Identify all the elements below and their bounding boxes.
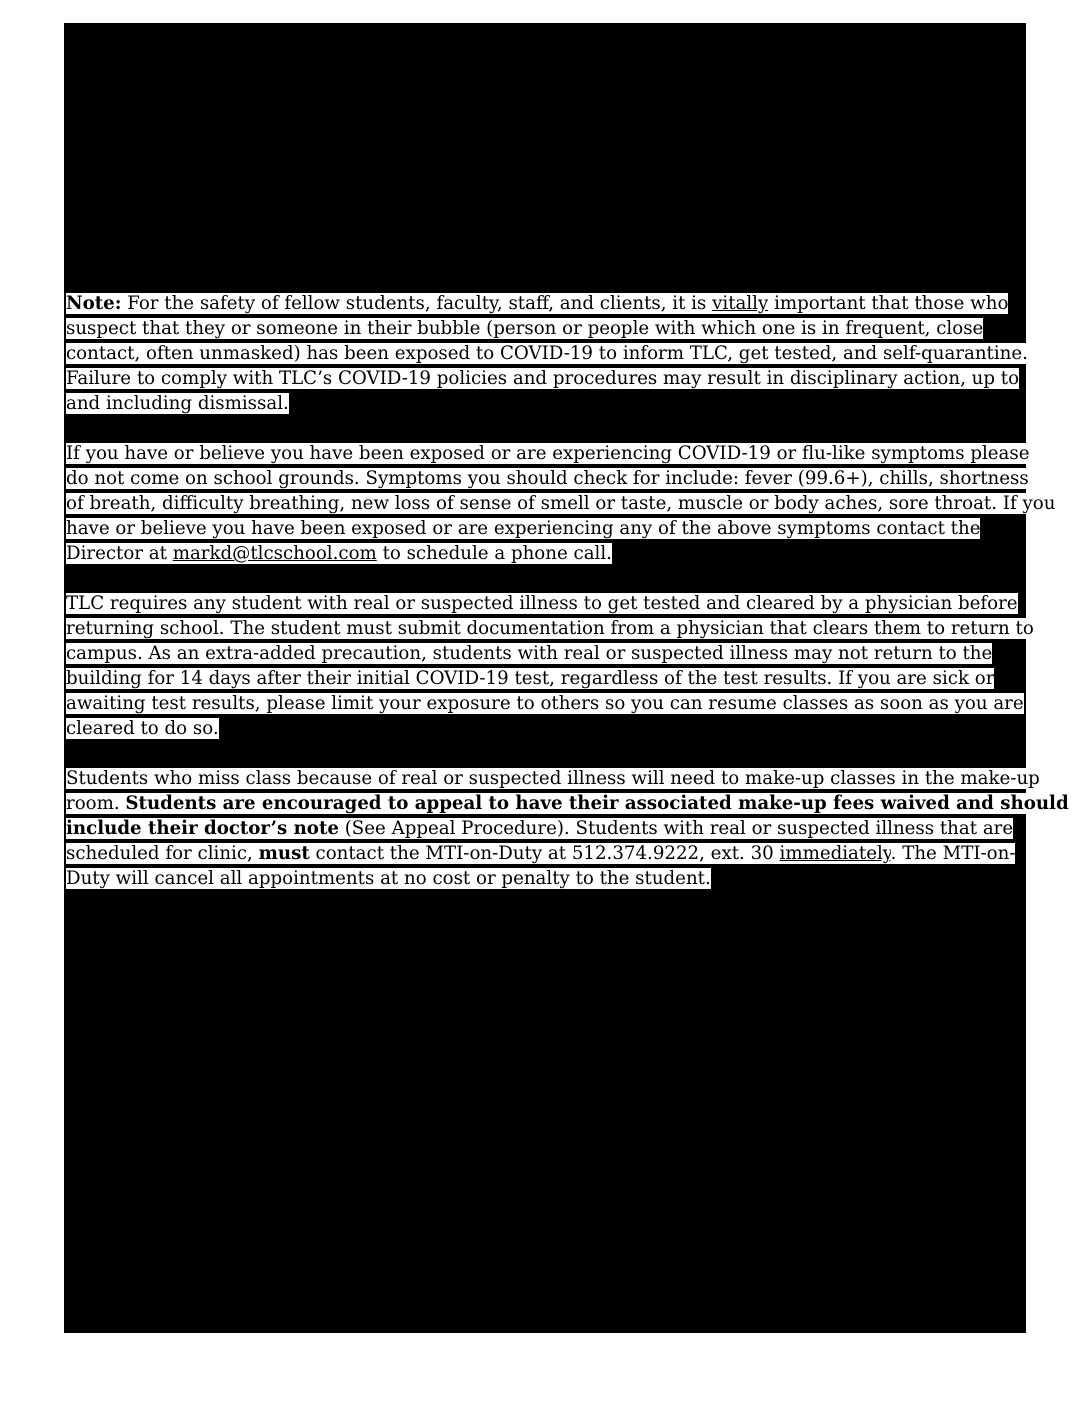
note-text: For the safety of fellow students, faculty, staff, and clients, it is bbox=[121, 293, 713, 314]
symptoms-line-1 bbox=[66, 442, 1030, 466]
makeup-line-5 bbox=[66, 867, 711, 891]
testing-line-3 bbox=[66, 642, 992, 666]
testing-text: returning school. The student must submit documentation from a physician that clears them to return to bbox=[66, 618, 1034, 639]
note-line-5 bbox=[66, 392, 289, 416]
note-line-4 bbox=[66, 367, 1019, 391]
symptoms-text: If you have or believe you have been exposed or are experiencing COVID-19 or flu-like symptoms please bbox=[66, 443, 1030, 464]
makeup-text: Students who miss class because of real or suspected illness will need to make-up classes in the make-up bbox=[66, 768, 1040, 789]
testing-line-4 bbox=[66, 667, 994, 691]
emphasis-vitally: vitally bbox=[712, 293, 769, 314]
note-text: and including dismissal. bbox=[66, 393, 289, 414]
testing-text: awaiting test results, please limit your exposure to others so you can resume classes as soon as you are bbox=[66, 693, 1024, 714]
symptoms-text: Director at bbox=[66, 543, 173, 564]
testing-line-6 bbox=[66, 717, 219, 741]
note-label: Note: bbox=[66, 293, 122, 314]
makeup-text: room. bbox=[66, 793, 126, 814]
makeup-line-1 bbox=[66, 767, 1040, 791]
note-line-2 bbox=[66, 317, 983, 341]
makeup-text: . The MTI-on- bbox=[890, 843, 1016, 864]
makeup-text: Duty will cancel all appointments at no cost or penalty to the student. bbox=[66, 868, 711, 889]
makeup-bold-text: include their doctor’s note bbox=[66, 818, 339, 839]
symptoms-text: have or believe you have been exposed or are experiencing any of the above symptoms contact the bbox=[66, 518, 981, 539]
testing-text: cleared to do so. bbox=[66, 718, 219, 739]
symptoms-text: of breath, difficulty breathing, new loss of sense of smell or taste, muscle or body aches, sore throat. If you bbox=[66, 493, 1056, 514]
makeup-bold-text: Students are encouraged to appeal to have their associated make-up fees waived and should bbox=[125, 793, 1069, 814]
note-text: important that those who bbox=[768, 293, 1009, 314]
makeup-text: (See Appeal Procedure). Students with real or suspected illness that are bbox=[338, 818, 1014, 839]
testing-text: TLC requires any student with real or suspected illness to get tested and cleared by a physician before bbox=[66, 593, 1018, 614]
testing-text: campus. As an extra-added precaution, students with real or suspected illness may not return to the bbox=[66, 643, 993, 664]
director-email-link[interactable]: markd@tlcschool.com bbox=[172, 543, 377, 564]
symptoms-text: do not come on school grounds. Symptoms you should check for include: fever (99.6+), chills, shortness bbox=[66, 468, 1029, 489]
symptoms-text: to schedule a phone call. bbox=[376, 543, 612, 564]
note-line-1 bbox=[66, 292, 1008, 316]
note-text: contact, often unmasked) has been exposed to COVID-19 to inform TLC, get tested, and self-quarantine. bbox=[66, 343, 1028, 364]
testing-line-2 bbox=[66, 617, 1034, 641]
testing-line-1 bbox=[66, 592, 1018, 616]
symptoms-line-3 bbox=[66, 492, 1055, 516]
makeup-bold-must: must bbox=[258, 843, 310, 864]
makeup-text: scheduled for clinic, bbox=[66, 843, 259, 864]
makeup-line-3 bbox=[66, 817, 1013, 841]
note-text: Failure to comply with TLC’s COVID-19 policies and procedures may result in disciplinary action, up to bbox=[66, 368, 1020, 389]
symptoms-line-5 bbox=[66, 542, 612, 566]
makeup-text: contact the MTI-on-Duty at 512.374.9222, ext. 30 bbox=[309, 843, 780, 864]
note-line-3 bbox=[66, 342, 1028, 366]
emphasis-immediately: immediately bbox=[779, 843, 891, 864]
note-text: suspect that they or someone in their bubble (person or people with which one is in frequent, close bbox=[66, 318, 984, 339]
testing-text: building for 14 days after their initial COVID-19 test, regardless of the test results. If you are sick or bbox=[66, 668, 995, 689]
makeup-line-4 bbox=[66, 842, 1015, 866]
symptoms-line-2 bbox=[66, 467, 1029, 491]
symptoms-line-4 bbox=[66, 517, 980, 541]
makeup-line-2 bbox=[66, 792, 1069, 816]
testing-line-5 bbox=[66, 692, 1024, 716]
